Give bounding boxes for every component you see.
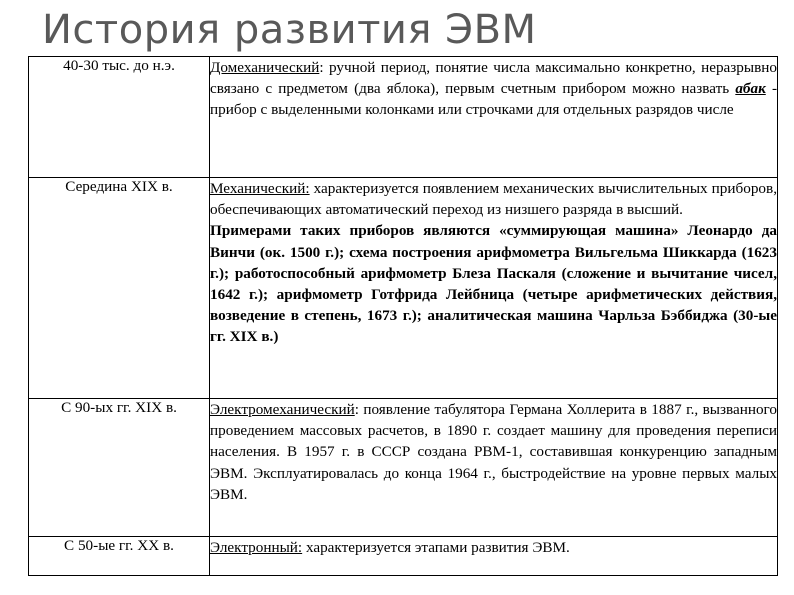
description-cell bbox=[210, 399, 778, 537]
table-row bbox=[29, 178, 778, 399]
description-text bbox=[210, 57, 777, 121]
stage-name: Механический: bbox=[210, 180, 310, 197]
examples-text: Примерами таких приборов являются «суммирующая машина» Леонардо да Винчи (ок. 1500 г.); схема построения арифмометра Вильгельма Шиккарда (1623 г.); работоспособный арифмометр Блеза Паскаля (сложение и вычитание чисел, 1642 г.); арифмометр Готфрида Лейбница (четыре арифметических действия, возведение в степень, 1673 г.); аналитическая машина Чарльза Бэббиджа (30-ые гг. XIX в.) bbox=[210, 222, 777, 346]
table-row bbox=[29, 57, 778, 178]
stage-name: Домеханический bbox=[210, 59, 320, 76]
stage-separator: : bbox=[319, 59, 329, 76]
description-text bbox=[210, 399, 777, 505]
description-part: : появление табулятора Германа Холлерита в 1887 г., вызванного проведением массовых расчетов, в 1890 г. создает машину для проведения переписи населения. В 1957 г. в СССР создана РВМ-1, составившая конкуренцию западным ЭВМ. Эксплуатировалась до конца 1964 г., быстродействие на уровне первых малых ЭВМ. bbox=[210, 401, 777, 503]
period-cell: С 50-ые гг. XX в. bbox=[29, 537, 210, 576]
table-row bbox=[29, 537, 778, 576]
period-cell: 40-30 тыс. до н.э. bbox=[29, 57, 210, 178]
period-cell: Середина XIX в. bbox=[29, 178, 210, 399]
description-text bbox=[210, 178, 777, 220]
description-part: характеризуется появлением механических вычислительных приборов, обеспечивающих автоматический переход из низшего разряда в высший. bbox=[210, 180, 777, 219]
history-table bbox=[28, 56, 778, 576]
description-cell bbox=[210, 178, 778, 399]
description-part: - прибор с выделенными колонками или строчками для отдельных разрядов числе bbox=[210, 80, 778, 119]
slide-title: История развития ЭВМ bbox=[42, 7, 537, 53]
description-cell bbox=[210, 57, 778, 178]
period-cell: С 90-ых гг. XIX в. bbox=[29, 399, 210, 537]
description-part: характеризуется этапами развития ЭВМ. bbox=[302, 539, 570, 556]
stage-name: Электронный: bbox=[210, 539, 303, 556]
stage-name: Электромеханический bbox=[210, 401, 355, 418]
description-cell bbox=[210, 537, 778, 576]
description-text bbox=[210, 537, 777, 558]
table-row bbox=[29, 399, 778, 537]
abacus-term: абак bbox=[735, 80, 766, 98]
description-part: ручной период, понятие числа максимально конкретно, неразрывно связано с предметом (два яблока), первым счетным прибором можно назвать bbox=[210, 59, 777, 98]
